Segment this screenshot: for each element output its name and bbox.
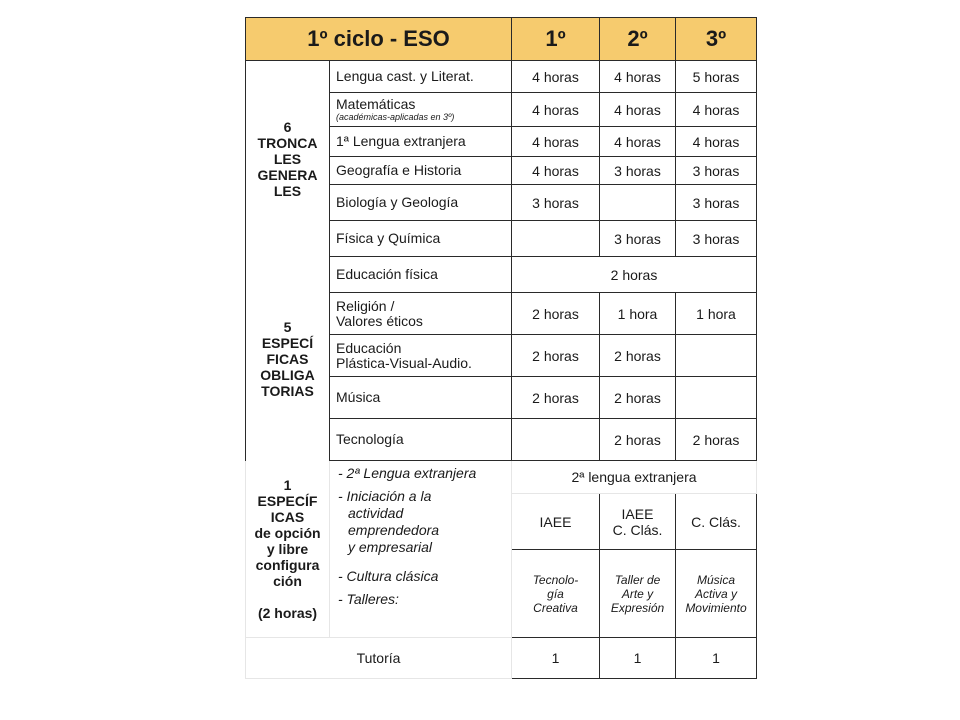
tutoria-label: Tutoría bbox=[246, 638, 512, 679]
hours-cell: 2 horas bbox=[512, 377, 600, 419]
hours-cell: 1 hora bbox=[676, 293, 757, 335]
option-cell: IAEE C. Clás. bbox=[600, 494, 676, 550]
subject-biologia: Biología y Geología bbox=[330, 185, 512, 221]
hours-cell: 4 horas bbox=[600, 127, 676, 157]
subject-tecnologia: Tecnología bbox=[330, 419, 512, 461]
hours-cell: 3 horas bbox=[600, 157, 676, 185]
curriculum-sheet bbox=[242, 14, 756, 686]
workshop-cell: Tecnolo- gía Creativa bbox=[512, 550, 600, 638]
hours-cell: 1 bbox=[600, 638, 676, 679]
subject-plastica: Educación Plástica-Visual-Audio. bbox=[330, 335, 512, 377]
subject-matematicas: Matemáticas (académicas-aplicadas en 3º) bbox=[330, 93, 512, 127]
hours-cell: 1 bbox=[676, 638, 757, 679]
hours-cell bbox=[676, 377, 757, 419]
options-list: - 2ª Lengua extranjera - Iniciación a la actividad emprendedora y empresarial - Cultura clásica - Talleres: bbox=[330, 461, 512, 638]
hours-cell bbox=[600, 185, 676, 221]
hours-cell: 1 bbox=[512, 638, 600, 679]
subject-fisica: Física y Química bbox=[330, 221, 512, 257]
hours-cell bbox=[512, 221, 600, 257]
subject-lengua: Lengua cast. y Literat. bbox=[330, 61, 512, 93]
hours-cell: 2 horas bbox=[512, 335, 600, 377]
hours-cell: 2 horas bbox=[600, 377, 676, 419]
subject-musica: Música bbox=[330, 377, 512, 419]
hours-cell: 1 hora bbox=[600, 293, 676, 335]
table-row bbox=[246, 61, 757, 93]
header-row bbox=[246, 18, 757, 61]
subject-edfisica: Educación física bbox=[330, 257, 512, 293]
group-especificas: 5 ESPECÍ FICAS OBLIGA TORIAS bbox=[246, 257, 330, 461]
hours-cell: 3 horas bbox=[600, 221, 676, 257]
hours-cell: 2 horas bbox=[676, 419, 757, 461]
hours-cell: 4 horas bbox=[676, 127, 757, 157]
hours-cell: 2 horas bbox=[512, 293, 600, 335]
year-1-header: 1º bbox=[512, 18, 600, 61]
tutoria-row bbox=[246, 638, 757, 679]
cycle-title: 1º ciclo - ESO bbox=[246, 18, 512, 61]
second-language-cell: 2ª lengua extranjera bbox=[512, 461, 757, 494]
year-2-header: 2º bbox=[600, 18, 676, 61]
subject-religion: Religión / Valores éticos bbox=[330, 293, 512, 335]
hours-cell: 4 horas bbox=[512, 157, 600, 185]
subject-note: (académicas-aplicadas en 3º) bbox=[336, 112, 455, 122]
hours-cell: 2 horas bbox=[512, 257, 757, 293]
group-opcion: 1 ESPECÍF ICAS de opción y libre configura ción (2 horas) bbox=[246, 461, 330, 638]
table-row bbox=[246, 257, 757, 293]
hours-cell bbox=[512, 419, 600, 461]
year-3-header: 3º bbox=[676, 18, 757, 61]
hours-cell: 3 horas bbox=[676, 185, 757, 221]
hours-cell: 3 horas bbox=[676, 221, 757, 257]
subject-extranjera: 1ª Lengua extranjera bbox=[330, 127, 512, 157]
hours-cell: 4 horas bbox=[600, 61, 676, 93]
option-cell: IAEE bbox=[512, 494, 600, 550]
subject-geografia: Geografía e Historia bbox=[330, 157, 512, 185]
hours-cell bbox=[676, 335, 757, 377]
hours-cell: 3 horas bbox=[512, 185, 600, 221]
hours-cell: 2 horas bbox=[600, 335, 676, 377]
hours-cell: 5 horas bbox=[676, 61, 757, 93]
table-row bbox=[246, 461, 757, 494]
option-cell: C. Clás. bbox=[676, 494, 757, 550]
hours-cell: 4 horas bbox=[676, 93, 757, 127]
hours-cell: 4 horas bbox=[512, 61, 600, 93]
hours-cell: 2 horas bbox=[600, 419, 676, 461]
group-troncales: 6 TRONCA LES GENERA LES bbox=[246, 61, 330, 257]
workshop-cell: Taller de Arte y Expresión bbox=[600, 550, 676, 638]
hours-cell: 4 horas bbox=[512, 93, 600, 127]
workshop-cell: Música Activa y Movimiento bbox=[676, 550, 757, 638]
hours-cell: 3 horas bbox=[676, 157, 757, 185]
eso-hours-table bbox=[245, 17, 757, 679]
hours-cell: 4 horas bbox=[512, 127, 600, 157]
hours-cell: 4 horas bbox=[600, 93, 676, 127]
